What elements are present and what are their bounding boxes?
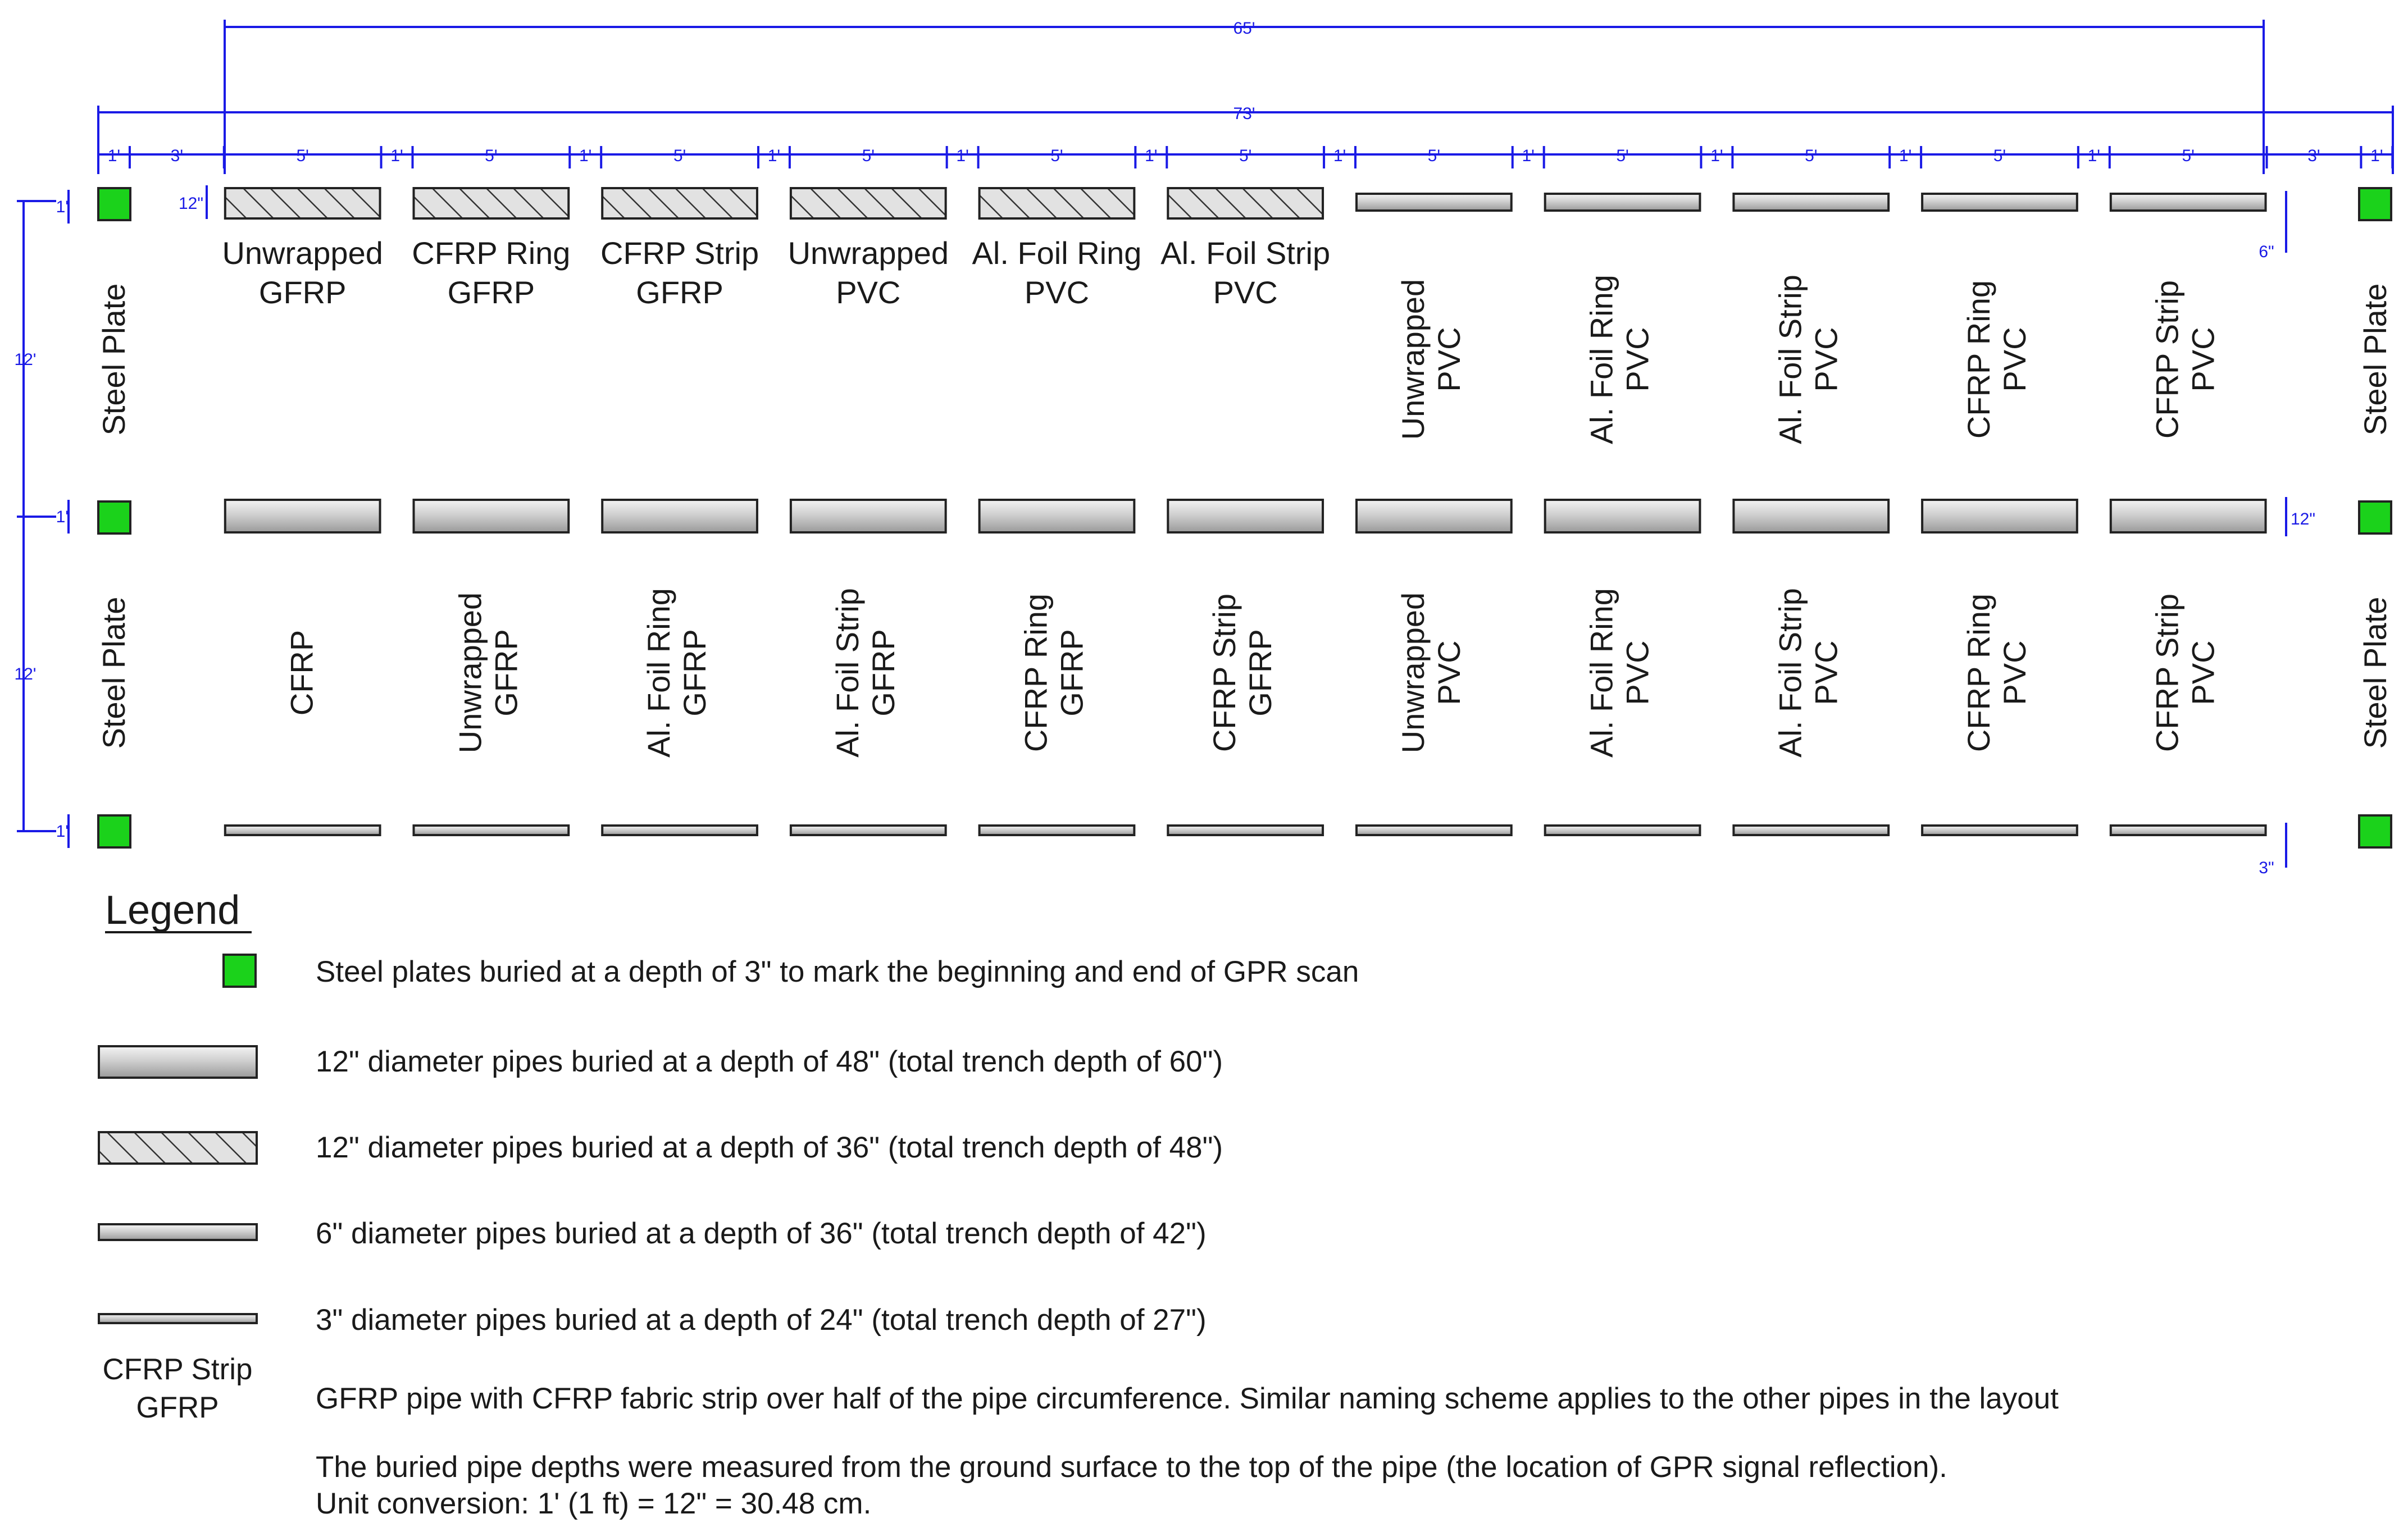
row1-pipe-label: PVC bbox=[1808, 327, 1844, 392]
pipe-row3-8 bbox=[1545, 826, 1700, 835]
chain-segment-label: 5' bbox=[1805, 147, 1818, 165]
pipe-row1-10 bbox=[1922, 194, 2077, 211]
chain-segment-label: 1' bbox=[390, 147, 403, 165]
chain-segment-label: 1' bbox=[767, 147, 781, 165]
chain-segment-label: 1' bbox=[1710, 147, 1723, 165]
pipe-row2-9 bbox=[1733, 500, 1888, 532]
pipe-row2-1 bbox=[225, 500, 380, 532]
steel-plate-label-left-1: Steel Plate bbox=[96, 283, 131, 436]
row1-pipe-label-group bbox=[1961, 280, 2032, 439]
chain-segment-label: 3' bbox=[170, 147, 184, 165]
pipe-row1-2 bbox=[414, 188, 569, 218]
row2-pipe-label: CFRP Ring bbox=[1960, 593, 1996, 753]
row2-pipe-label: Al. Foil Strip bbox=[829, 588, 865, 758]
row2-pipe-label-group bbox=[452, 592, 524, 753]
legend-pipe-12-48-text: 12" diameter pipes buried at a depth of 48" (total trench depth of 60") bbox=[316, 1045, 1223, 1078]
steel-plate-top-left bbox=[98, 188, 130, 220]
row2-pipe-label-group bbox=[1207, 594, 1278, 752]
pipe-row2-2 bbox=[414, 500, 569, 532]
row1-pipe-label: Al. Foil Strip bbox=[1160, 235, 1331, 271]
chain-segment-label: 5' bbox=[296, 147, 309, 165]
row2-pipe-label-group bbox=[1018, 594, 1089, 752]
steel-plate-bottom-right bbox=[2359, 815, 2391, 847]
chain-segment-label: 1' bbox=[956, 147, 969, 165]
chain-segment-label: 5' bbox=[1427, 147, 1441, 165]
row2-pipe-label: PVC bbox=[1431, 640, 1467, 705]
pipe-row3-11 bbox=[2111, 826, 2266, 835]
legend-steel-plate-text: Steel plates buried at a depth of 3" to mark the beginning and end of GPR scan bbox=[316, 955, 1359, 988]
pipe-row3-4 bbox=[791, 826, 946, 835]
dimension-73ft-label: 73' bbox=[1233, 104, 1255, 123]
legend-naming-text: GFRP pipe with CFRP fabric strip over half of the pipe circumference. Similar naming scheme applies to the other pipes in the layout bbox=[316, 1382, 2059, 1415]
row1-pipe-label: CFRP Ring bbox=[412, 235, 571, 271]
chain-segment-label: 5' bbox=[1616, 147, 1629, 165]
pipe-row3-10 bbox=[1922, 826, 2077, 835]
pipe-row3-2 bbox=[414, 826, 569, 835]
chain-segment-label: 3' bbox=[2307, 147, 2320, 165]
pipes-row-3 bbox=[225, 826, 2266, 835]
chain-segment-label: 5' bbox=[1239, 147, 1252, 165]
pipe-row1-3 bbox=[602, 188, 757, 218]
row2-pipe-label: Unwrapped bbox=[1395, 592, 1431, 754]
row1-pipe-label: PVC bbox=[1619, 327, 1655, 392]
dimension-65ft-label: 65' bbox=[1233, 19, 1255, 38]
row2-pipe-label: PVC bbox=[1996, 640, 2032, 705]
row2-pipe-label: Unwrapped bbox=[452, 592, 488, 754]
steel-plate-mid-right bbox=[2359, 501, 2391, 534]
chain-segment-label: 1' bbox=[2087, 147, 2101, 165]
legend-naming-label-2: GFRP bbox=[136, 1391, 219, 1424]
pipe-row1-8 bbox=[1545, 194, 1700, 211]
pipe-row2-5 bbox=[980, 500, 1135, 532]
pipe-dia-row1-plain: 6" bbox=[2259, 243, 2274, 261]
row1-pipe-label: PVC bbox=[1996, 327, 2032, 392]
row1-pipe-label-group bbox=[1584, 275, 1655, 444]
row1-pipe-label: Al. Foil Ring bbox=[1583, 275, 1619, 444]
chain-segment-label: 5' bbox=[1993, 147, 2006, 165]
row2-pipe-label: CFRP Ring bbox=[1018, 593, 1054, 753]
row2-pipe-label: PVC bbox=[1619, 640, 1655, 705]
pipe-row3-7 bbox=[1357, 826, 1512, 835]
row-spacing-top-label: 12' bbox=[14, 350, 37, 369]
chain-segment-label: 1' bbox=[107, 147, 121, 165]
row1-pipe-label: Unwrapped bbox=[222, 235, 383, 271]
steel-plate-bottom-left bbox=[98, 815, 130, 847]
pipe-row3-9 bbox=[1733, 826, 1888, 835]
row1-pipe-label-group bbox=[2150, 280, 2221, 439]
pipe-row3-6 bbox=[1168, 826, 1323, 835]
plate-size-dim-3: 1' bbox=[56, 822, 69, 841]
legend-steel-plate-swatch bbox=[224, 955, 256, 987]
chain-segment-label: 1' bbox=[579, 147, 592, 165]
row2-pipe-label-group bbox=[830, 588, 901, 758]
pipe-dia-row2: 12" bbox=[2291, 510, 2316, 528]
pipe-row2-10 bbox=[1922, 500, 2077, 532]
chain-segment-label: 1' bbox=[1899, 147, 1912, 165]
row1-pipe-label-group bbox=[1772, 275, 1843, 444]
legend-note-2: Unit conversion: 1' (1 ft) = 12" = 30.48 cm. bbox=[316, 1487, 872, 1520]
plate-size-dim-1: 1' bbox=[56, 198, 69, 216]
pipe-row2-7 bbox=[1357, 500, 1512, 532]
chain-segment-label: 1' bbox=[1145, 147, 1158, 165]
pipe-dia-row1-hatched: 12" bbox=[178, 194, 203, 213]
pipes-row-2 bbox=[225, 500, 2266, 532]
row1-pipe-label: PVC bbox=[1024, 275, 1090, 310]
pipe-row2-6 bbox=[1168, 500, 1323, 532]
pipe-row1-7 bbox=[1357, 194, 1512, 211]
legend-pipe-12-36-text: 12" diameter pipes buried at a depth of 36" (total trench depth of 48") bbox=[316, 1131, 1223, 1164]
row1-pipe-label-group bbox=[1395, 279, 1467, 440]
chain-segment-label: 5' bbox=[485, 147, 498, 165]
pipe-labels-row-1 bbox=[222, 235, 2220, 444]
chain-segment-label: 1' bbox=[1522, 147, 1535, 165]
chain-segment-label: 5' bbox=[862, 147, 875, 165]
chain-segment-label: 5' bbox=[1050, 147, 1063, 165]
row1-pipe-label: GFRP bbox=[447, 275, 535, 310]
pipe-row3-5 bbox=[980, 826, 1135, 835]
legend-pipe-12-36-swatch bbox=[99, 1132, 257, 1164]
row2-pipe-label: GFRP bbox=[865, 629, 901, 717]
row1-pipe-label: Al. Foil Strip bbox=[1772, 275, 1808, 444]
row1-pipe-label: PVC bbox=[2185, 327, 2221, 392]
pipe-row2-11 bbox=[2111, 500, 2266, 532]
pipe-dia-row3: 3" bbox=[2259, 859, 2274, 877]
chain-segment-label: 1' bbox=[1333, 147, 1346, 165]
legend bbox=[99, 888, 2059, 1520]
row1-pipe-label: PVC bbox=[1213, 275, 1278, 310]
legend-title: Legend bbox=[105, 888, 240, 933]
pipe-row1-1 bbox=[225, 188, 380, 218]
row1-pipe-label: GFRP bbox=[636, 275, 723, 310]
pipe-row2-3 bbox=[602, 500, 757, 532]
plate-size-dim-2: 1' bbox=[56, 508, 69, 526]
legend-pipe-12-48-swatch bbox=[99, 1046, 257, 1078]
legend-note-1: The buried pipe depths were measured from the ground surface to the top of the pipe (the location of GPR signal reflection). bbox=[316, 1451, 1947, 1484]
row1-pipe-label: CFRP Strip bbox=[600, 235, 759, 271]
row2-pipe-label-group bbox=[641, 588, 712, 758]
row2-pipe-label-group bbox=[1395, 592, 1467, 753]
pipe-row1-6 bbox=[1168, 188, 1323, 218]
steel-plate-mid-left bbox=[98, 501, 130, 534]
row2-pipe-label: PVC bbox=[1808, 640, 1844, 705]
steel-plate-label-left-2: Steel Plate bbox=[96, 596, 131, 749]
chain-segment-label: 5' bbox=[2182, 147, 2195, 165]
row2-pipe-label-group bbox=[1772, 588, 1843, 758]
row2-pipe-label: PVC bbox=[2185, 640, 2221, 705]
row-spacing-bottom-label: 12' bbox=[14, 665, 37, 683]
row2-pipe-label: GFRP bbox=[1054, 629, 1090, 717]
legend-pipe-6-36-swatch bbox=[99, 1224, 257, 1240]
row1-pipe-label: CFRP Ring bbox=[1960, 280, 1996, 439]
row2-pipe-label-group bbox=[1961, 594, 2032, 752]
steel-plate-label-right-2: Steel Plate bbox=[2357, 596, 2393, 749]
row1-pipe-label: Unwrapped bbox=[788, 235, 949, 271]
row2-pipe-label: Al. Foil Ring bbox=[1583, 588, 1619, 758]
row2-pipe-label: GFRP bbox=[1242, 629, 1278, 717]
row2-pipe-label: CFRP bbox=[284, 630, 320, 716]
pipe-row1-9 bbox=[1733, 194, 1888, 211]
chain-segment-label: 5' bbox=[673, 147, 686, 165]
row2-pipe-label: Al. Foil Strip bbox=[1772, 588, 1808, 758]
row1-pipe-label: Unwrapped bbox=[1395, 279, 1431, 440]
pipe-row1-11 bbox=[2111, 194, 2266, 211]
row1-pipe-label: PVC bbox=[836, 275, 901, 310]
legend-pipe-3-24-swatch bbox=[99, 1314, 257, 1323]
legend-pipe-6-36-text: 6" diameter pipes buried at a depth of 36" (total trench depth of 42") bbox=[316, 1217, 1207, 1250]
legend-naming-label-1: CFRP Strip bbox=[102, 1353, 253, 1386]
chain-segment-label: 1' bbox=[2370, 147, 2383, 165]
dimension-chain bbox=[98, 146, 2392, 168]
row2-pipe-label-group bbox=[1584, 588, 1655, 758]
pipe-row1-4 bbox=[791, 188, 946, 218]
steel-plate-label-right-1: Steel Plate bbox=[2357, 283, 2393, 436]
pipe-row2-4 bbox=[791, 500, 946, 532]
row2-pipe-label-group bbox=[284, 630, 320, 715]
row2-pipe-label: Al. Foil Ring bbox=[641, 588, 677, 758]
row1-pipe-label: GFRP bbox=[258, 275, 347, 310]
pipe-row3-3 bbox=[602, 826, 757, 835]
row2-pipe-label: GFRP bbox=[677, 629, 713, 717]
row1-pipe-label: PVC bbox=[1431, 327, 1467, 392]
row1-pipe-label: CFRP Strip bbox=[2149, 280, 2185, 439]
steel-plate-top-right bbox=[2359, 188, 2391, 220]
pipe-row3-1 bbox=[225, 826, 380, 835]
row2-pipe-label: CFRP Strip bbox=[1207, 593, 1242, 753]
row1-pipe-label: Al. Foil Ring bbox=[972, 235, 1142, 271]
pipe-row1-5 bbox=[980, 188, 1135, 218]
pipes-row-1 bbox=[225, 188, 2266, 218]
row2-pipe-label: GFRP bbox=[488, 629, 524, 717]
legend-pipe-3-24-text: 3" diameter pipes buried at a depth of 24" (total trench depth of 27") bbox=[316, 1303, 1207, 1337]
pipe-row2-8 bbox=[1545, 500, 1700, 532]
row2-pipe-label-group bbox=[2150, 594, 2221, 752]
dimension-row-spacing bbox=[14, 190, 69, 848]
row2-pipe-label: CFRP Strip bbox=[2149, 593, 2185, 753]
pipe-labels-row-2 bbox=[284, 588, 2221, 758]
